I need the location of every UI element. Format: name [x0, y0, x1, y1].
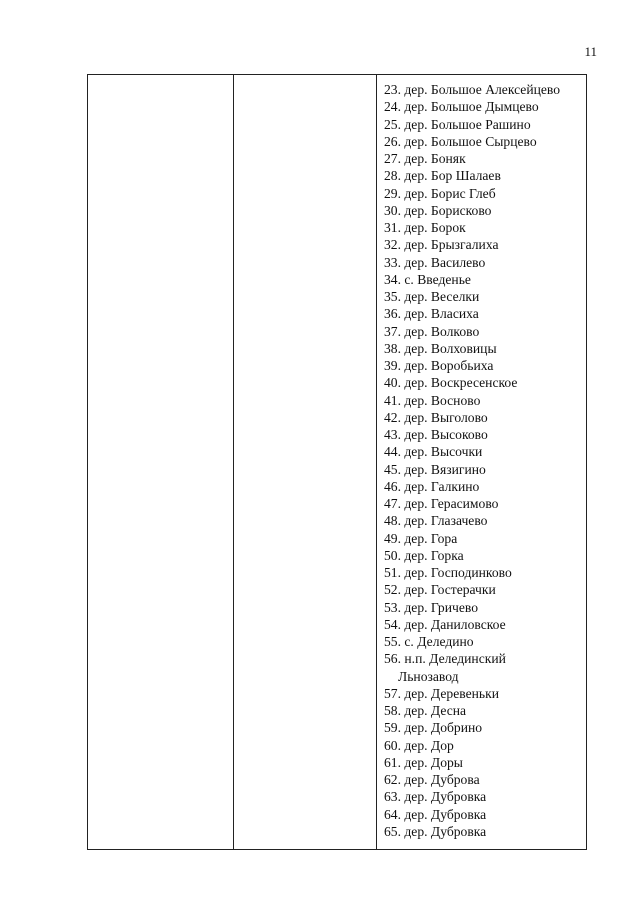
list-item: [384, 754, 586, 771]
list-item: [384, 512, 586, 529]
list-item: [384, 547, 586, 564]
list-item: [384, 81, 586, 98]
list-item: [384, 271, 586, 288]
list-item: [384, 219, 586, 236]
settlement-name: 40. дер. Воскресенское: [384, 375, 518, 391]
list-item: [384, 823, 586, 840]
settlement-name: 53. дер. Гричево: [384, 599, 479, 615]
settlement-name: 37. дер. Волково: [384, 323, 480, 339]
settlement-name: 64. дер. Дубровка: [384, 806, 487, 822]
list-item: [384, 98, 586, 115]
settlement-name: 60. дер. Дор: [384, 737, 454, 753]
settlement-name: 55. с. Деледино: [384, 634, 474, 649]
settlement-name: 30. дер. Борисково: [384, 202, 492, 218]
list-item: [384, 788, 586, 805]
list-item: [384, 254, 586, 271]
settlement-name: 47. дер. Герасимово: [384, 496, 499, 511]
settlement-name: 34. с. Введенье: [384, 271, 471, 287]
settlement-name: 45. дер. Вязигино: [384, 461, 486, 477]
settlements-table: [87, 74, 587, 850]
table-cell-column-2: [234, 75, 377, 850]
settlement-name: 62. дер. Дуброва: [384, 772, 480, 787]
list-item: [384, 167, 586, 184]
list-item: [384, 495, 586, 512]
list-item: [384, 426, 586, 443]
settlement-name: 36. дер. Власиха: [384, 306, 479, 322]
settlement-name: 33. дер. Василево: [384, 254, 486, 270]
settlement-name: 24. дер. Большое Дымцево: [384, 99, 539, 115]
settlement-name: 56. н.п. Делединский: [384, 651, 506, 667]
list-item: [384, 392, 586, 409]
list-item: [384, 685, 586, 702]
list-item: [384, 236, 586, 253]
list-item: [384, 530, 586, 547]
settlement-name: 39. дер. Воробьиха: [384, 358, 494, 373]
list-item: [384, 633, 586, 650]
list-item: [384, 737, 586, 754]
list-item: [384, 288, 586, 305]
settlement-name: 65. дер. Дубровка: [384, 823, 487, 839]
list-item: [384, 806, 586, 823]
settlement-name: 44. дер. Высочки: [384, 444, 483, 460]
settlement-name: 59. дер. Добрино: [384, 720, 483, 736]
settlement-name: 31. дер. Борок: [384, 220, 466, 235]
table-row: [88, 75, 587, 850]
settlement-name: 48. дер. Глазачево: [384, 513, 488, 529]
list-item: [384, 116, 586, 133]
settlement-name: 54. дер. Даниловское: [384, 616, 506, 632]
list-item: [384, 409, 586, 426]
list-item: [384, 478, 586, 495]
settlement-list: [377, 81, 586, 840]
list-item: [384, 564, 586, 581]
settlement-name: 42. дер. Выголово: [384, 409, 488, 425]
list-item: [384, 719, 586, 736]
list-item: [384, 771, 586, 788]
list-item: [384, 702, 586, 719]
settlement-name-continuation: Льнозавод: [398, 668, 459, 684]
settlement-name: 46. дер. Галкино: [384, 478, 480, 494]
list-item: [384, 616, 586, 633]
settlement-name: 43. дер. Высоково: [384, 427, 488, 442]
list-item: [384, 581, 586, 598]
list-item: [384, 599, 586, 616]
list-item: [384, 340, 586, 357]
settlement-name: 25. дер. Большое Рашино: [384, 116, 531, 132]
settlement-name: 49. дер. Гора: [384, 530, 458, 546]
list-item: [384, 323, 586, 340]
settlement-name: 57. дер. Деревеньки: [384, 685, 499, 701]
table-cell-column-1: [88, 75, 234, 850]
settlement-name: 50. дер. Горка: [384, 547, 464, 563]
list-item: [384, 374, 586, 391]
list-item: [384, 150, 586, 167]
list-item: [384, 357, 586, 374]
settlement-name: 27. дер. Боняк: [384, 151, 466, 166]
settlement-name: 52. дер. Гостерачки: [384, 582, 496, 598]
list-item: [384, 461, 586, 478]
settlement-name: 38. дер. Волховицы: [384, 340, 497, 356]
settlement-name: 28. дер. Бор Шалаев: [384, 168, 501, 184]
list-item: [384, 185, 586, 202]
settlement-name: 51. дер. Господинково: [384, 565, 512, 580]
list-item: [384, 443, 586, 460]
list-item: [384, 202, 586, 219]
settlement-name: 58. дер. Десна: [384, 703, 467, 718]
settlement-name: 63. дер. Дубровка: [384, 789, 487, 805]
settlement-name: 41. дер. Восново: [384, 392, 481, 408]
settlement-name: 29. дер. Борис Глеб: [384, 185, 496, 201]
table-cell-settlements: [377, 75, 587, 850]
list-item: [384, 305, 586, 322]
settlement-name: 35. дер. Веселки: [384, 289, 480, 304]
list-item: [384, 133, 586, 150]
settlement-name: 23. дер. Большое Алексейцево: [384, 82, 561, 97]
settlement-name: 61. дер. Доры: [384, 754, 463, 770]
settlement-name: 32. дер. Брызгалиха: [384, 237, 499, 253]
page-number: 11: [584, 44, 597, 59]
list-item: [384, 650, 586, 685]
settlement-name: 26. дер. Большое Сырцево: [384, 133, 537, 149]
